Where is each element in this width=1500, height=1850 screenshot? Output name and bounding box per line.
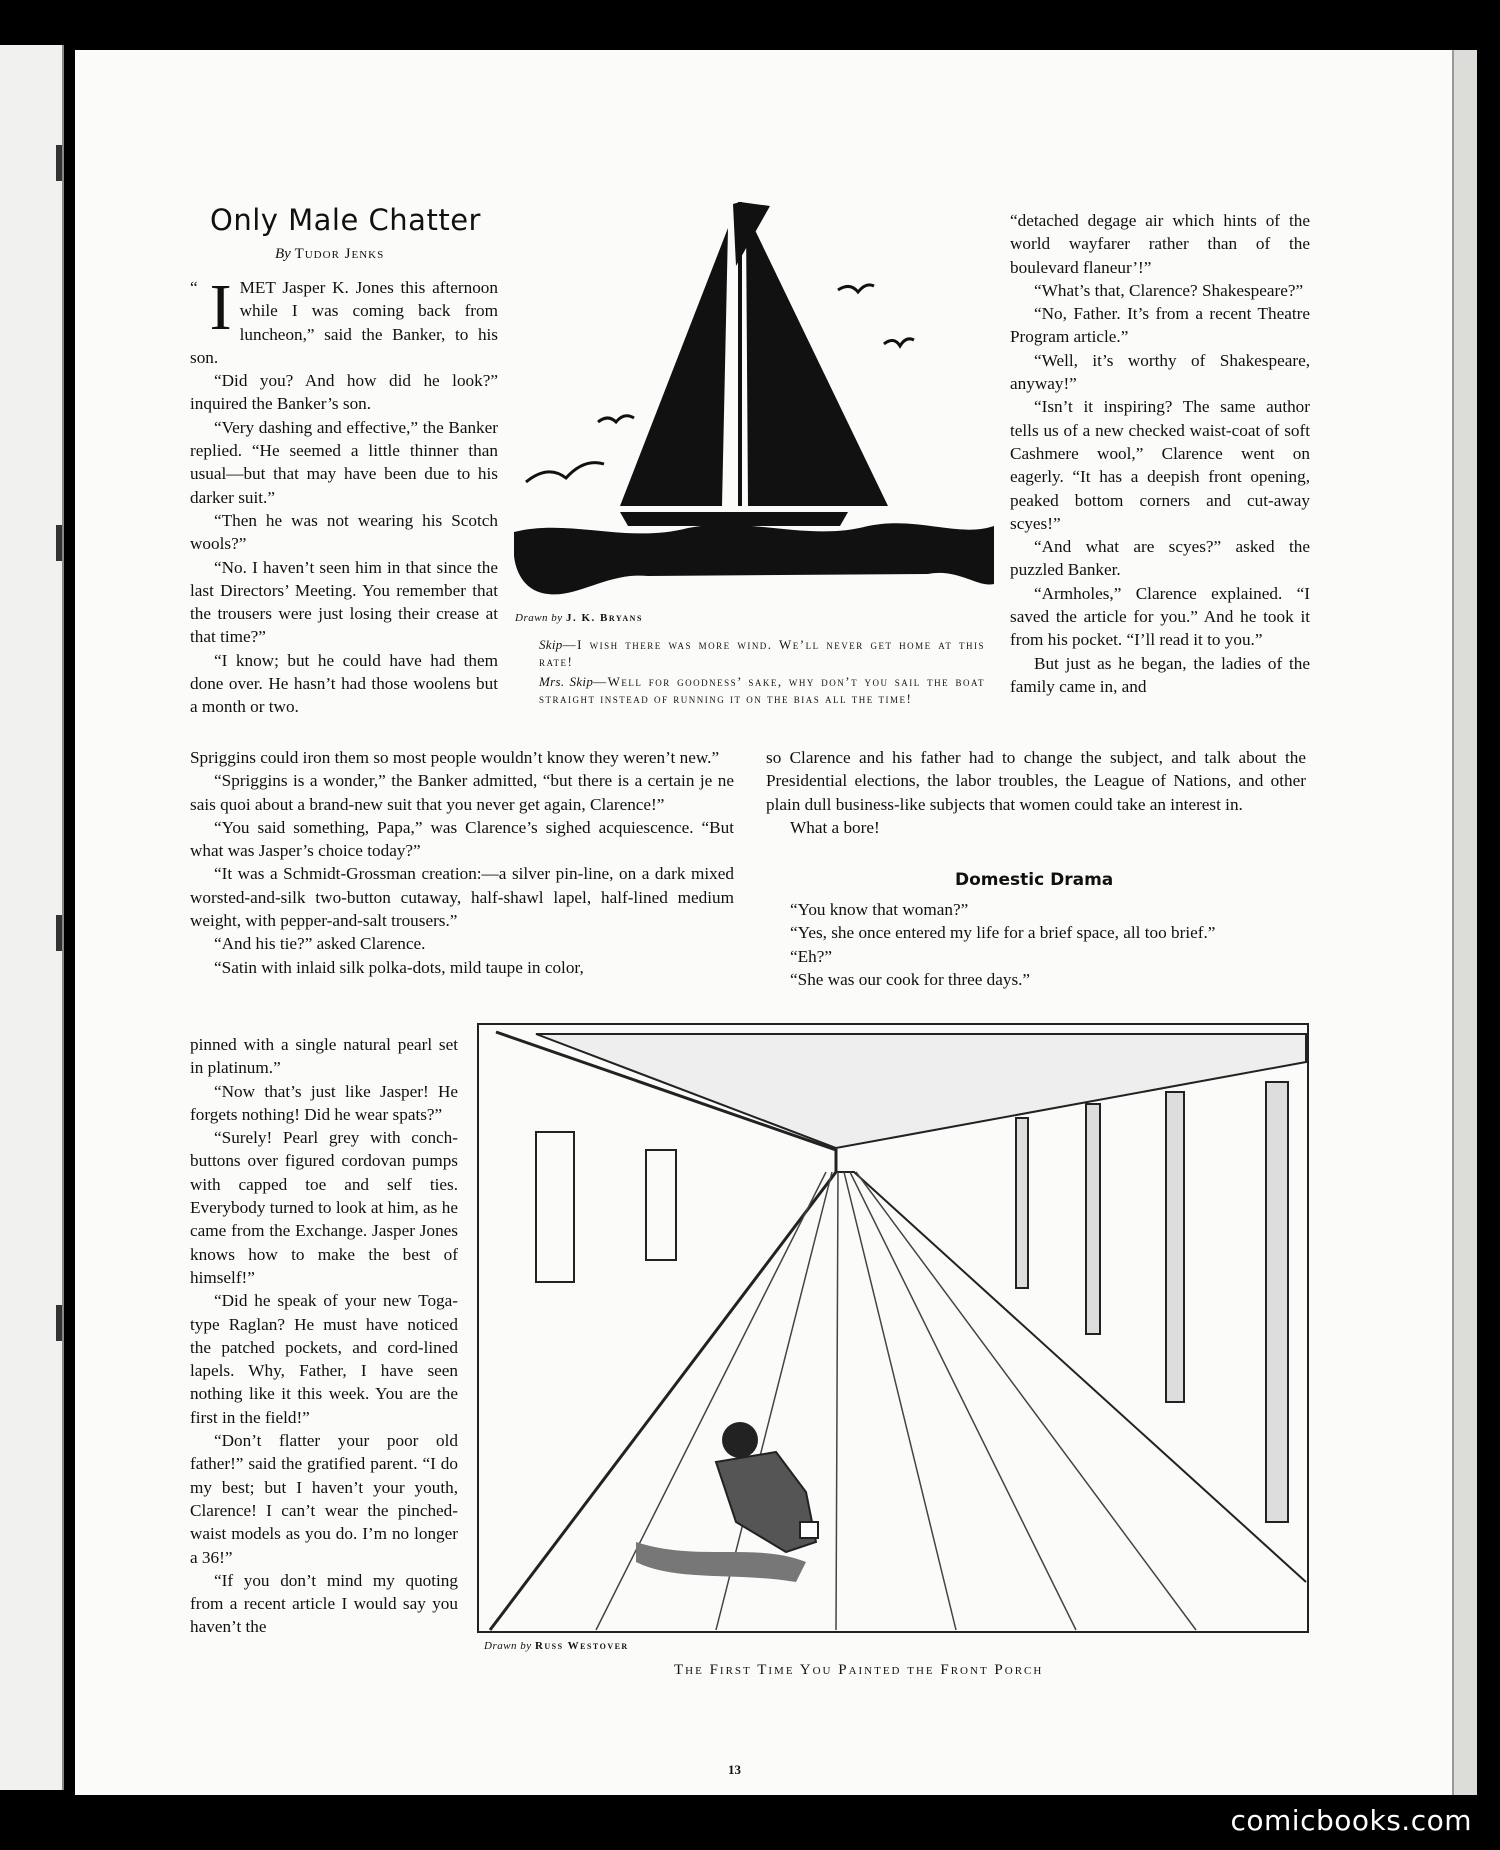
article-title: Only Male Chatter [210,203,481,237]
paragraph: What a bore! [790,817,880,837]
byline-author: Tudor Jenks [294,246,385,262]
site-watermark: comicbooks.com [1230,1804,1472,1837]
paragraph: “Armholes,” Clarence explained. “I saved the article for you.” And he took it from his pocket. “I’ll read it to you.” [1010,583,1310,650]
page-edge [1452,50,1477,1795]
seagull-shape [884,339,914,346]
paragraph: “Satin with inlaid silk polka-dots, mild taupe in color, [214,957,584,977]
paragraph: pinned with a single natural pearl set in platinum.” [190,1035,458,1078]
paragraph: “Eh?” [790,946,832,966]
sailboat-credit [515,612,643,624]
paragraph: “And what are scyes?” asked the puzzled Banker. [1010,537,1310,580]
credit-artist: J. K. Bryans [565,612,643,624]
paragraph: so Clarence and his father had to change the subject, and talk about the Presidential elections, the labor troubles, the League of Nations, and other plain dull business-like subjects that women could take an interest in. [766,748,1306,814]
page-binding [0,45,64,1790]
paragraph: “You said something, Papa,” was Clarence’s sighed acquiescence. “But what was Jasper’s choice today?” [190,817,734,861]
paragraph: “Very dashing and effective,” the Banker replied. “He seemed a little thinner than usual—but that may have been due to his darker suit.” [190,417,498,507]
seagull-shape [526,463,604,482]
paragraph: “Isn’t it inspiring? The same author tells us of a new checked waist-coat of soft Cashmere wool,” Clarence went on eagerly. “It has a deepish front opening, peaked bottom corners and cut-away scyes!” [1010,397,1310,533]
caption-speaker: Mrs. Skip [539,674,594,689]
paragraph: “Did you? And how did he look?” inquired the Banker’s son. [190,371,498,414]
caption-line [539,636,985,670]
paragraph: “No, Father. It’s from a recent Theatre Program article.” [1010,304,1310,347]
binding-mark [56,145,62,181]
paragraph: But just as he began, the ladies of the family came in, and [1010,653,1310,696]
paragraph: “I know; but he could have had them done over. He hasn’t had those woolens but a month or two. [190,650,498,717]
stone-pillar [1266,1082,1288,1522]
jib-sail-shape [620,228,728,506]
paragraph: MET Jasper K. Jones this afternoon while I was coming back from luncheon,” said the Banker, to his son. [190,278,498,367]
article-column-right [1010,209,1310,698]
article-column-narrow [190,1033,458,1639]
paragraph: “Yes, she once entered my life for a brief space, all too brief.” [790,923,1216,943]
paragraph: “If you don’t mind my quoting from a recent article I would say you haven’t the [190,1570,458,1637]
credit-prefix: Drawn by [515,612,563,624]
byline-prefix: By [275,246,291,262]
sailor-figure [851,481,865,495]
seagull-shape [598,416,634,422]
article-column-left [190,271,498,719]
article-column-wide [190,746,734,979]
article-byline [275,246,384,263]
porch-illustration [476,1022,1310,1634]
drop-cap: I [209,271,232,344]
paragraph: “You know that woman?” [790,900,969,919]
caption-speaker: Skip [539,637,563,652]
paragraph: “Now that’s just like Jasper! He forgets nothing! Did he wear spats?” [190,1081,458,1124]
main-sail-shape [746,218,888,506]
credit-prefix: Drawn by [484,1640,532,1652]
paragraph: “What’s that, Clarence? Shakespeare?” [1034,280,1304,300]
sailor-figure [809,485,823,499]
porch-caption: The First Time You Painted the Front Porch [674,1662,1044,1678]
paragraph: “detached degage air which hints of the world wayfarer rather than of the boulevard flaneur’!” [1010,211,1310,277]
stone-pillar [1086,1104,1100,1334]
stone-pillar [1016,1118,1028,1288]
paragraph: “She was our cook for three days.” [790,969,1031,989]
boy-head [722,1422,758,1458]
paragraph: “Did he speak of your new Toga-type Raglan? He must have noticed the patched pockets, and cord-lined lapels. Why, Father, I have seen nothing like it this week. You are the first in the field!” [190,1291,458,1427]
caption-line [539,673,985,707]
opening-quote: “ [190,278,198,297]
paragraph: “Well, it’s worthy of Shakespeare, anyway!” [1010,350,1310,394]
page-number: 13 [728,1762,741,1777]
opening-paragraph [190,271,498,369]
paragraph: “Surely! Pearl grey with conch-buttons over figured cordovan pumps with capped toe and self ties. Everybody turned to look at him, as he came from the Exchange. Jasper Jones knows how to make the best of himself!” [190,1128,458,1287]
porch-credit [484,1640,629,1652]
caption-text: —Well for goodness’ sake, why don’t you sail the boat straight instead of running it on the bias all the time! [539,674,985,706]
sailboat-illustration [508,196,998,626]
binding-mark [56,525,62,561]
domestic-drama-text [766,898,1306,991]
sailboat-caption [515,636,985,710]
stone-pillar [1166,1092,1184,1402]
binding-mark [56,915,62,951]
sea-waves-shape [514,523,994,594]
paragraph: “No. I haven’t seen him in that since the last Directors’ Meeting. You remember that the trousers were just losing their crease at that time?” [190,557,498,647]
paragraph: “Spriggins is a wonder,” the Banker admitted, “but there is a certain je ne sais quoi about a brand-new suit that you never get again, Clarence!” [190,771,734,814]
hull-shape [620,512,848,526]
article-column-right-wide [766,746,1306,839]
caption-text: —I wish there was more wind. We’ll never get home at this rate! [539,637,985,669]
domestic-drama-heading: Domestic Drama [955,870,1114,890]
paragraph: Spriggins could iron them so most people wouldn’t know they weren’t new.” [190,748,720,767]
paragraph: “Then he was not wearing his Scotch wools?” [190,510,498,554]
binding-mark [56,1305,62,1341]
paint-bucket [800,1522,818,1538]
paragraph: “Don’t flatter your poor old father!” said the gratified parent. “I do my best; but I haven’t your youth, Clarence! I can’t wear the pinched-waist models as you do. I’m no longer a 36!” [190,1431,458,1567]
paragraph: “It was a Schmidt-Grossman creation:—a silver pin-line, on a dark mixed worsted-and-silk two-button cutaway, half-shawl lapel, half-lined medium weight, with pepper-and-salt trousers.” [190,864,734,931]
seagull-shape [838,285,874,292]
credit-artist: Russ Westover [534,1640,629,1652]
paragraph: “And his tie?” asked Clarence. [214,934,426,954]
